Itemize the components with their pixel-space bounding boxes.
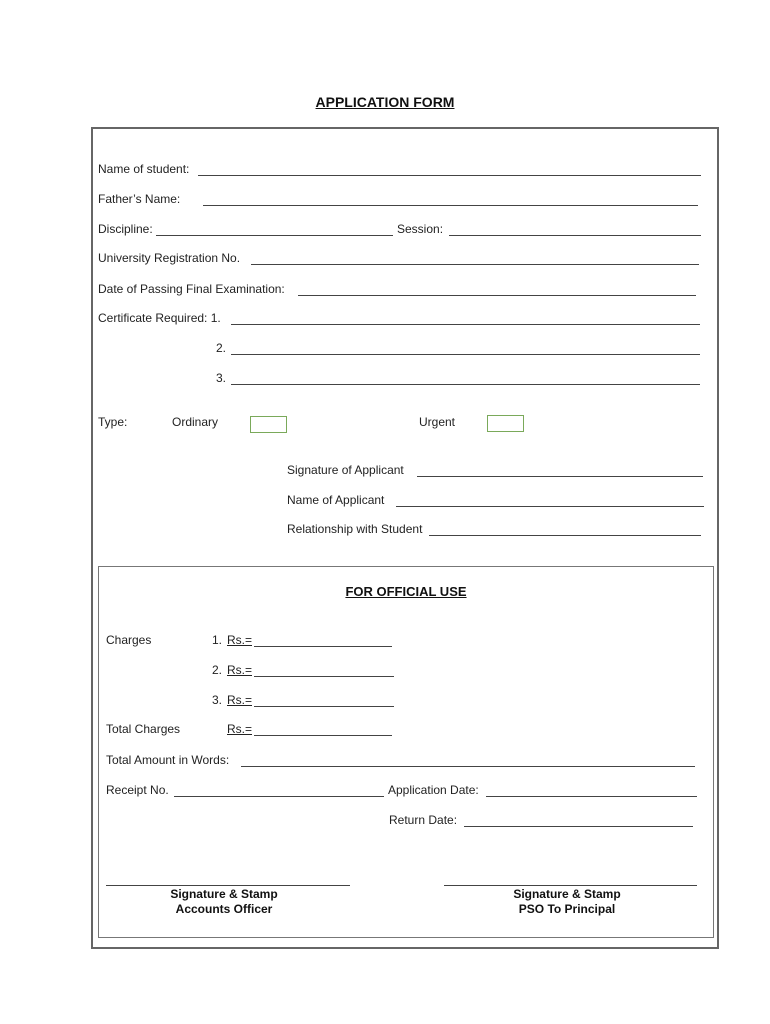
accounts-officer-role: Accounts Officer (175, 902, 273, 916)
total-words-field[interactable] (241, 766, 695, 767)
charges-label: Charges (106, 633, 152, 647)
applicant-signature-field[interactable] (417, 476, 703, 477)
pso-principal-signature-line[interactable] (444, 885, 697, 886)
total-charges-field[interactable] (254, 735, 392, 736)
charge-3-rs: Rs.= (227, 693, 253, 707)
receipt-no-field[interactable] (174, 796, 384, 797)
application-date-field[interactable] (486, 796, 697, 797)
certificate-required-label: Certificate Required: 1. (98, 311, 221, 325)
ordinary-checkbox[interactable] (250, 416, 287, 433)
student-name-label: Name of student: (98, 162, 190, 176)
total-charges-rs: Rs.= (227, 722, 253, 736)
urgent-checkbox[interactable] (487, 415, 524, 432)
session-field[interactable] (449, 235, 701, 236)
accounts-officer-signature-block (106, 887, 342, 917)
charge-2-number: 2. (212, 663, 223, 677)
urgent-label: Urgent (419, 415, 456, 429)
relationship-label: Relationship with Student (287, 522, 423, 536)
charge-3-field[interactable] (254, 706, 394, 707)
certificate-3-field[interactable] (231, 384, 700, 385)
official-use-box (98, 566, 714, 938)
total-charges-label: Total Charges (106, 722, 181, 736)
date-passing-field[interactable] (298, 295, 696, 296)
certificate-2-label: 2. (216, 341, 227, 355)
father-name-field[interactable] (203, 205, 698, 206)
charge-1-field[interactable] (254, 646, 392, 647)
charge-3-number: 3. (212, 693, 223, 707)
charge-1-number: 1. (212, 633, 223, 647)
relationship-field[interactable] (429, 535, 701, 536)
application-date-label: Application Date: (388, 783, 479, 797)
charge-1-rs: Rs.= (227, 633, 253, 647)
accounts-officer-sig-title: Signature & Stamp (170, 887, 278, 901)
applicant-name-label: Name of Applicant (287, 493, 385, 507)
date-passing-label: Date of Passing Final Examination: (98, 282, 285, 296)
official-use-title: FOR OFFICIAL USE (345, 584, 467, 599)
certificate-3-label: 3. (216, 371, 227, 385)
charge-2-field[interactable] (254, 676, 394, 677)
certificate-2-field[interactable] (231, 354, 700, 355)
return-date-field[interactable] (464, 826, 693, 827)
charge-2-rs: Rs.= (227, 663, 253, 677)
university-reg-field[interactable] (251, 264, 699, 265)
type-label: Type: (98, 415, 128, 429)
pso-principal-signature-block (444, 887, 690, 917)
father-name-label: Father’s Name: (98, 192, 181, 206)
discipline-label: Discipline: (98, 222, 153, 236)
session-label: Session: (397, 222, 444, 236)
ordinary-label: Ordinary (172, 415, 219, 429)
certificate-1-field[interactable] (231, 324, 700, 325)
pso-principal-sig-title: Signature & Stamp (513, 887, 621, 901)
student-name-field[interactable] (198, 175, 701, 176)
applicant-name-field[interactable] (396, 506, 704, 507)
return-date-label: Return Date: (389, 813, 458, 827)
university-reg-label: University Registration No. (98, 251, 241, 265)
total-words-label: Total Amount in Words: (106, 753, 230, 767)
discipline-field[interactable] (156, 235, 393, 236)
pso-principal-role: PSO To Principal (518, 902, 616, 916)
receipt-no-label: Receipt No. (106, 783, 169, 797)
form-title: APPLICATION FORM (315, 94, 455, 110)
accounts-officer-signature-line[interactable] (106, 885, 350, 886)
applicant-signature-label: Signature of Applicant (287, 463, 404, 477)
